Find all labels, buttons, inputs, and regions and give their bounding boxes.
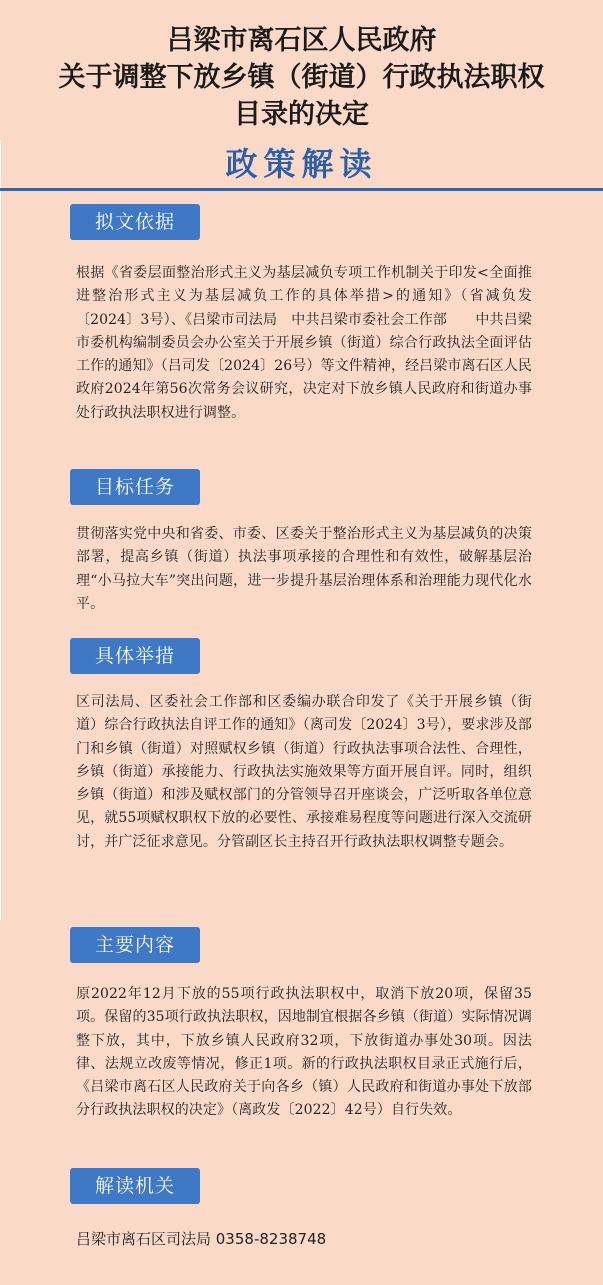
title-line-3: 目录的决定: [234, 99, 369, 130]
section-tag-goals: 目标任务: [70, 469, 200, 505]
section-text-measures: 区司法局、区委社会工作部和区委编办联合印发了《关于开展乡镇（街道）综合行政执法自评工作的通知》（离司发〔2024〕3号），要求涉及部门和乡镇（街道）对照赋权乡镇（街道）行政执法事项合法性、合理性，乡镇（街道）承接能力、行政执法实施效果等方面开展自评。同时，组织乡镇（街道）和涉及赋权部门的分管领导召开座谈会，广泛听取各单位意见，就55项赋权职权下放的必要性、承接难易程度等问题进行深入交流研讨，并广泛征求意见。分管副区长主持召开行政执法职权调整专题会。: [76, 694, 532, 850]
section-text-basis: 根据《省委层面整治形式主义为基层减负专项工作机制关于印发<全面推进整治形式主义为基层减负工作的具体举措>的通知》（省减负发〔2024〕3号）、《吕梁市司法局 中共吕梁市委社会工作部 中共吕梁市委机构编制委员会办公室关于开展乡镇（街道）综合行政执法全面评估工作的通知》（吕司发〔2024〕26号）等文件精神，经吕梁市离石区人民政府2024年第56次常务会议研究，决定对下放乡镇人民政府和街道办事处行政执法职权进行调整。: [76, 265, 532, 421]
section-text-main-content: 原2022年12月下放的55项行政执法职权中，取消下放20项，保留35项。保留的35项行政执法职权，因地制宜根据各乡镇（街道）实际情况调整下放，其中，下放乡镇人民政府32项，下放街道办事处30项。因法律、法规立改废等情况，修正1项。新的行政执法职权目录正式施行后，《吕梁市离石区人民政府关于向各乡（镇）人民政府和街道办事处下放部分行政执法职权的决定》（离政发〔2022〕42号）自行失效。: [76, 986, 532, 1119]
policy-interpretation-heading: 政策解读: [225, 145, 378, 183]
section-tag-measures: 具体举措: [70, 638, 200, 674]
authority-contact: 吕梁市离石区司法局 0358-8238748: [76, 1230, 327, 1248]
document-title: [0, 22, 603, 133]
section-tag-authority: 解读机关: [70, 1168, 200, 1204]
title-line-2: 关于调整下放乡镇（街道）行政执法职权: [58, 62, 545, 93]
section-tag-main-content: 主要内容: [70, 927, 200, 963]
title-line-1: 吕梁市离石区人民政府: [166, 25, 437, 56]
left-edge-line: [0, 140, 1, 920]
heading-divider: [0, 188, 603, 191]
section-text-goals: 贯彻落实党中央和省委、市委、区委关于整治形式主义为基层减负的决策部署，提高乡镇（街道）执法事项承接的合理性和有效性，破解基层治理“小马拉大车”突出问题，进一步提升基层治理体系和治理能力现代化水平。: [76, 526, 532, 612]
section-tag-basis: 拟文依据: [70, 204, 200, 240]
